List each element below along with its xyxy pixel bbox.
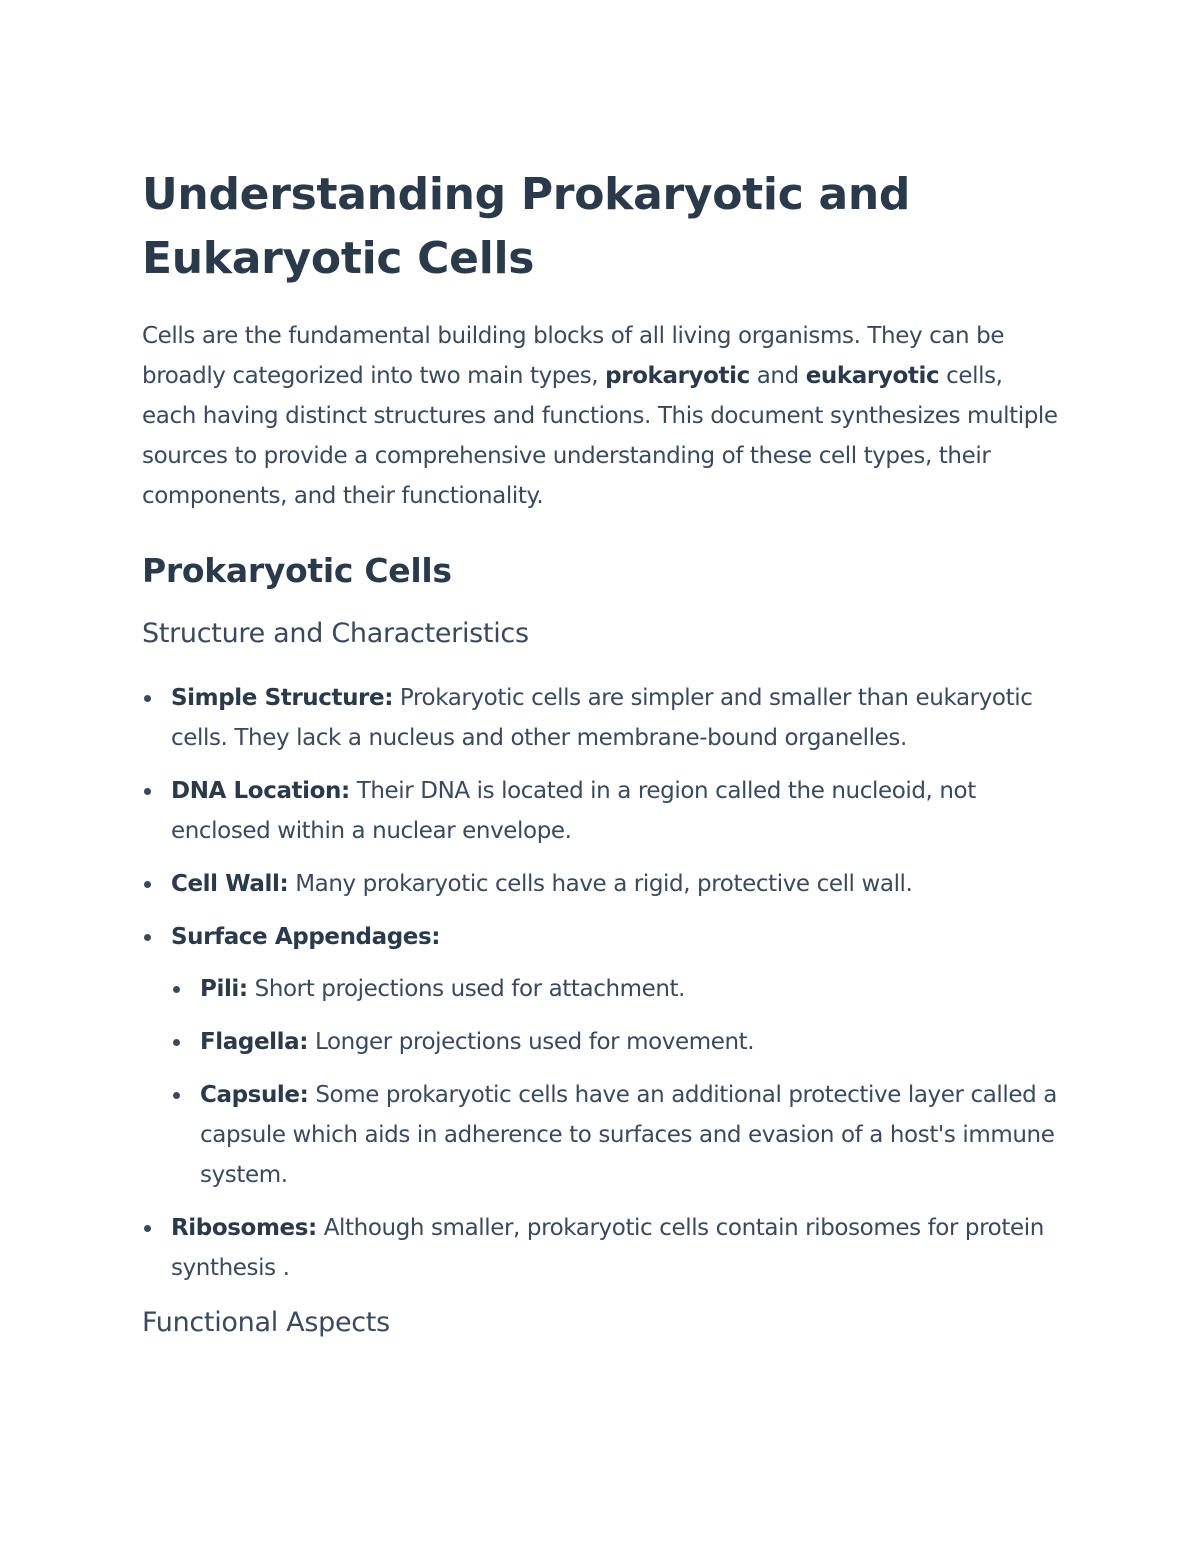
- document-content: [142, 163, 1062, 1345]
- section-heading-prokaryotic: Prokaryotic Cells: [142, 551, 452, 590]
- list-item-text: Their DNA is located in a region called the nucleoid, not enclosed within a nuclear envelope.: [171, 778, 976, 844]
- surface-appendages-sublist: [171, 969, 1062, 1195]
- intro-text-1: Cells are the fundamental building blocks of all living organisms. They can be broadly categorized into two main types,: [142, 323, 1005, 389]
- sublist-item-text: Longer projections used for movement.: [308, 1029, 755, 1055]
- intro-bold-prokaryotic: prokaryotic: [605, 363, 750, 389]
- characteristics-list: [142, 678, 1062, 1288]
- sublist-item: [171, 1022, 1062, 1062]
- sublist-item-term: Flagella:: [200, 1029, 309, 1055]
- list-item-text: Prokaryotic cells are simpler and smaller than eukaryotic cells. They lack a nucleus and other membrane-bound organelles.: [171, 685, 1033, 751]
- sublist-item-text: Short projections used for attachment.: [247, 976, 686, 1002]
- list-item: [142, 771, 1062, 851]
- list-item-term: Surface Appendages:: [171, 924, 441, 950]
- sublist-item-term: Pili:: [200, 976, 248, 1002]
- intro-text-3: cells, each having distinct structures and functions. This document synthesizes multiple sources to provide a comprehensive understanding of these cell types, their components, and their functionality.: [142, 363, 1058, 509]
- list-item: [142, 678, 1062, 758]
- list-item-text: Although smaller, prokaryotic cells contain ribosomes for protein synthesis .: [171, 1215, 1044, 1281]
- list-item-term: Ribosomes:: [171, 1215, 317, 1241]
- list-item: [142, 917, 1062, 1195]
- sublist-item: [171, 1075, 1062, 1195]
- list-item-term: Cell Wall:: [171, 871, 289, 897]
- list-item-text: Many prokaryotic cells have a rigid, protective cell wall.: [288, 871, 913, 897]
- subheading-structure: Structure and Characteristics: [142, 618, 529, 649]
- intro-bold-eukaryotic: eukaryotic: [805, 363, 940, 389]
- intro-paragraph: [142, 316, 1062, 516]
- list-item: [142, 864, 1062, 904]
- sublist-item-text: Some prokaryotic cells have an additional protective layer called a capsule which aids in adherence to surfaces and evasion of a host's immune system.: [200, 1082, 1057, 1188]
- sublist-item-term: Capsule:: [200, 1082, 309, 1108]
- page-title: Understanding Prokaryotic and Eukaryotic Cells: [142, 169, 911, 284]
- subheading-functional: Functional Aspects: [142, 1307, 390, 1338]
- intro-text-2: and: [749, 363, 806, 389]
- list-item-term: DNA Location:: [171, 778, 350, 804]
- sublist-item: [171, 969, 1062, 1009]
- list-item-term: Simple Structure:: [171, 685, 393, 711]
- list-item: [142, 1208, 1062, 1288]
